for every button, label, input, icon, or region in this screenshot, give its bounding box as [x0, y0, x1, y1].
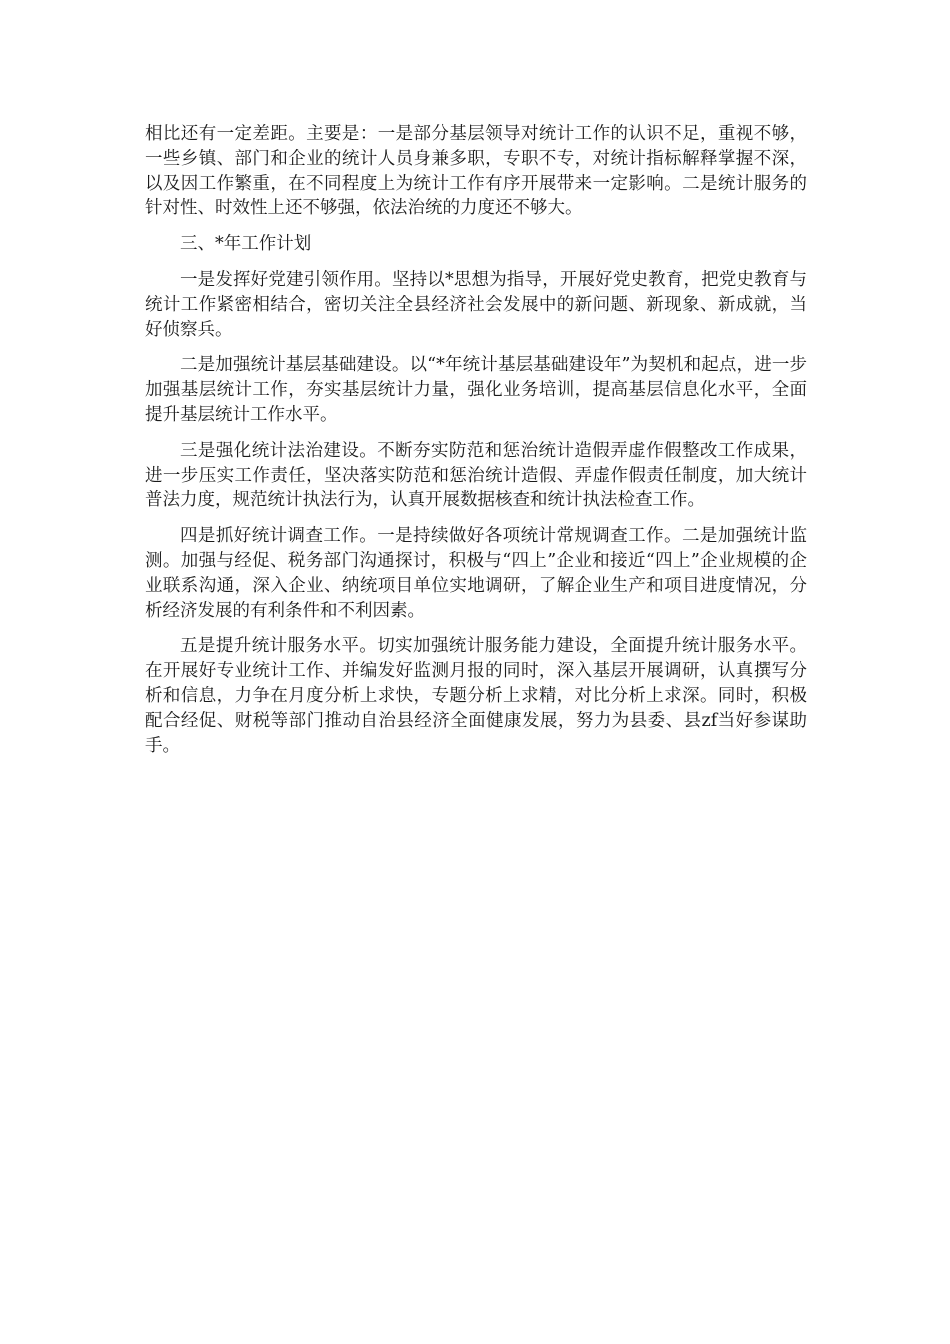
paragraph-plan-5: 五是提升统计服务水平。切实加强统计服务能力建设，全面提升统计服务水平。在开展好专业统计工作、并编发好监测月报的同时，深入基层开展调研，认真撰写分析和信息，力争在月度分析上求快，专题分析上求精，对比分析上求深。同时，积极配合经促、财税等部门推动自治县经济全面健康发展，努力为县委、县zf当好参谋助手。	[145, 636, 807, 756]
paragraph-plan-4: 四是抓好统计调查工作。一是持续做好各项统计常规调查工作。二是加强统计监测。加强与经促、税务部门沟通探讨，积极与“四上”企业和接近“四上”企业规模的企业联系沟通，深入企业、纳统项目单位实地调研，了解企业生产和项目进度情况，分析经济发展的有利条件和不利因素。	[145, 526, 807, 621]
document-body	[145, 122, 807, 769]
paragraph-plan-3: 三是强化统计法治建设。不断夯实防范和惩治统计造假弄虚作假整改工作成果，进一步压实工作责任，坚决落实防范和惩治统计造假、弄虚作假责任制度，加大统计普法力度，规范统计执法行为，认真开展数据核查和统计执法检查工作。	[145, 440, 807, 511]
paragraph-plan-2: 二是加强统计基层基础建设。以“*年统计基层基础建设年”为契机和起点，进一步加强基层统计工作，夯实基层统计力量，强化业务培训，提高基层信息化水平，全面提升基层统计工作水平。	[145, 355, 807, 425]
paragraph-plan-1: 一是发挥好党建引领作用。坚持以*思想为指导，开展好党史教育，把党史教育与统计工作紧密相结合，密切关注全县经济社会发展中的新问题、新现象、新成就，当好侦察兵。	[145, 269, 807, 340]
paragraph-continuation: 相比还有一定差距。主要是：一是部分基层领导对统计工作的认识不足，重视不够，一些乡镇、部门和企业的统计人员身兼多职，专职不专，对统计指标解释掌握不深，以及因工作繁重，在不同程度上为统计工作有序开展带来一定影响。二是统计服务的针对性、时效性上还不够强，依法治统的力度还不够大。	[145, 124, 807, 219]
section-heading: 三、*年工作计划	[180, 234, 312, 255]
